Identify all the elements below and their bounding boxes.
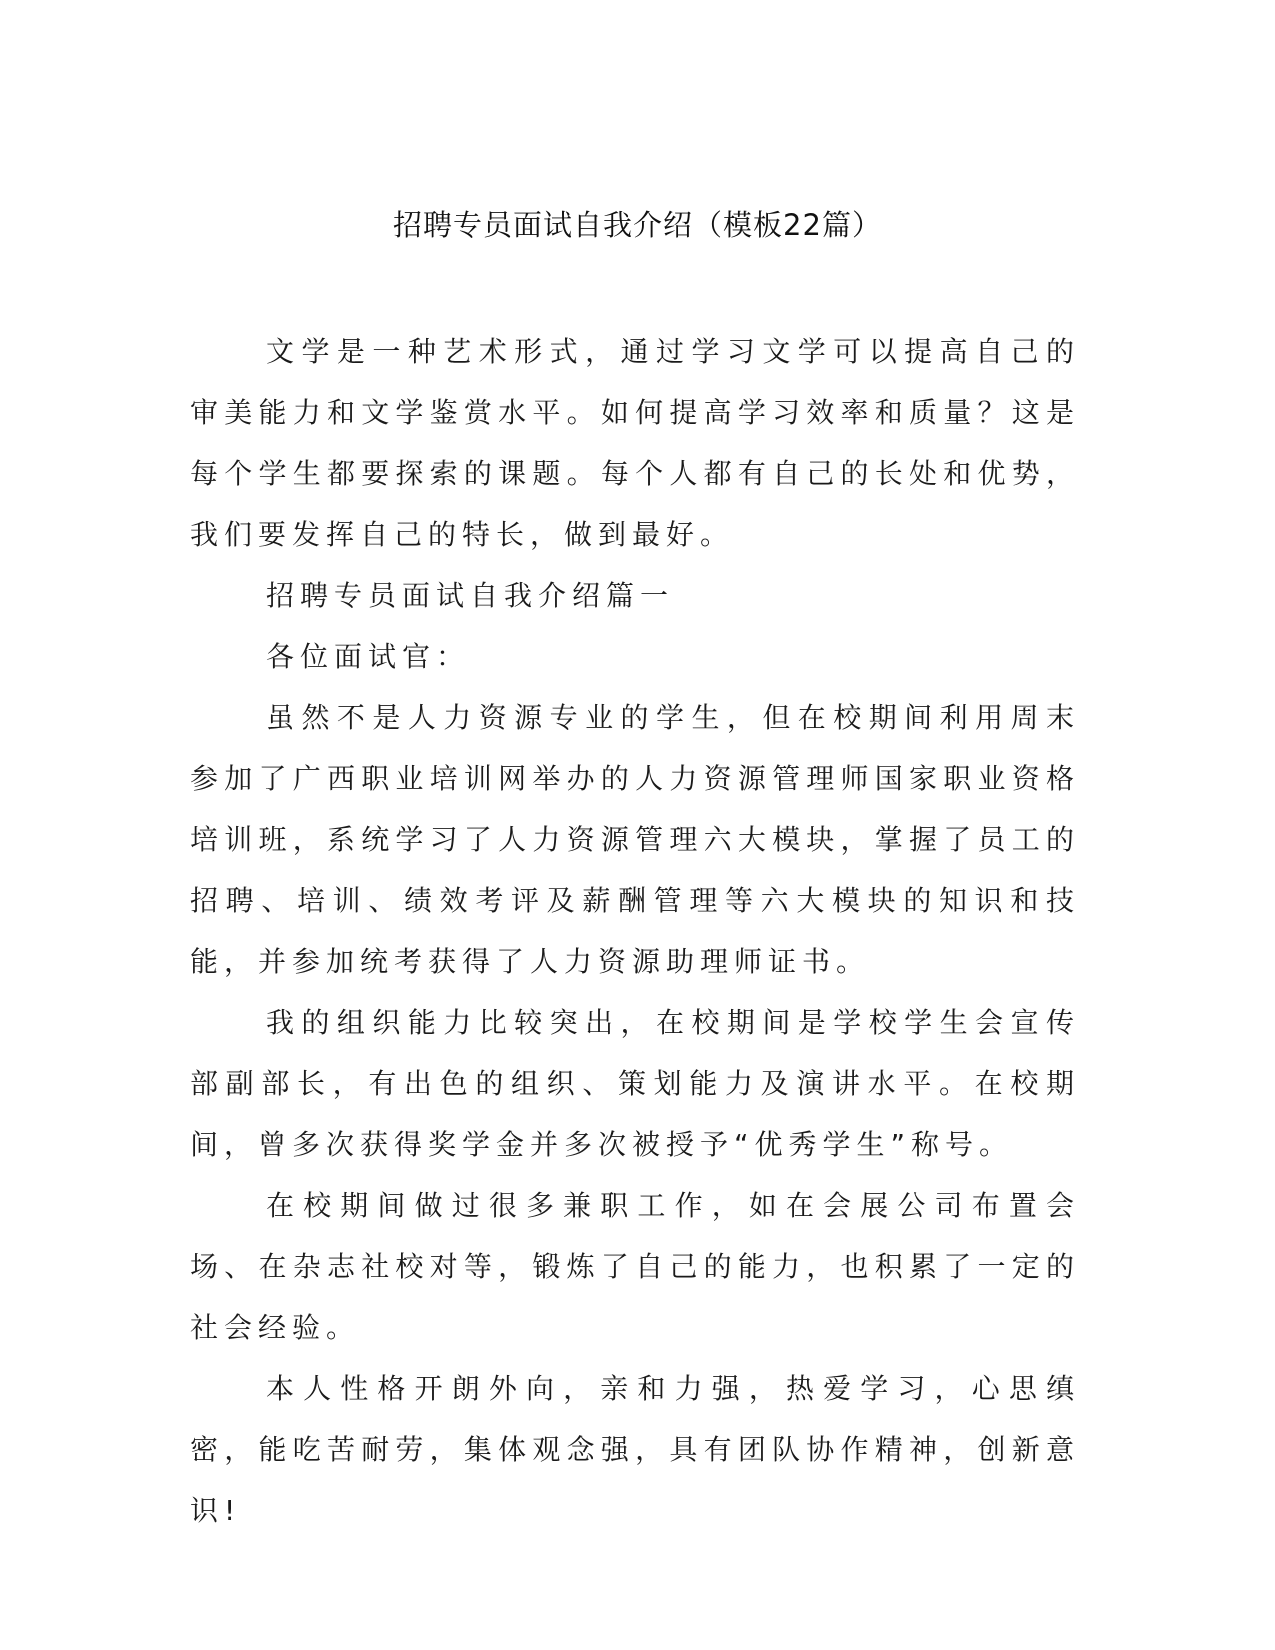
body-paragraph: 我的组织能力比较突出，在校期间是学校学生会宣传部副部长，有出色的组织、策划能力及演讲水平。在校期间，曾多次获得奖学金并多次被授予“优秀学生”称号。 bbox=[190, 1006, 1080, 1161]
document-body bbox=[190, 321, 1080, 1541]
body-paragraph: 本人性格开朗外向，亲和力强，热爱学习，心思缜密，能吃苦耐劳，集体观念强，具有团队协作精神，创新意识! bbox=[190, 1372, 1080, 1527]
section-heading: 招聘专员面试自我介绍篇一 bbox=[266, 579, 675, 612]
body-paragraph: 虽然不是人力资源专业的学生，但在校期间利用周末参加了广西职业培训网举办的人力资源管理师国家职业资格培训班，系统学习了人力资源管理六大模块，掌握了员工的招聘、培训、绩效考评及薪酬管理等六大模块的知识和技能，并参加统考获得了人力资源助理师证书。 bbox=[190, 701, 1080, 978]
salutation: 各位面试官： bbox=[266, 640, 471, 673]
intro-paragraph: 文学是一种艺术形式，通过学习文学可以提高自己的审美能力和文学鉴赏水平。如何提高学习效率和质量？这是每个学生都要探索的课题。每个人都有自己的长处和优势，我们要发挥自己的特长，做到最好。 bbox=[190, 335, 1080, 551]
document-title: 招聘专员面试自我介绍（模板22篇） bbox=[393, 208, 882, 242]
body-paragraph: 在校期间做过很多兼职工作，如在会展公司布置会场、在杂志社校对等，锻炼了自己的能力，也积累了一定的社会经验。 bbox=[190, 1189, 1080, 1344]
